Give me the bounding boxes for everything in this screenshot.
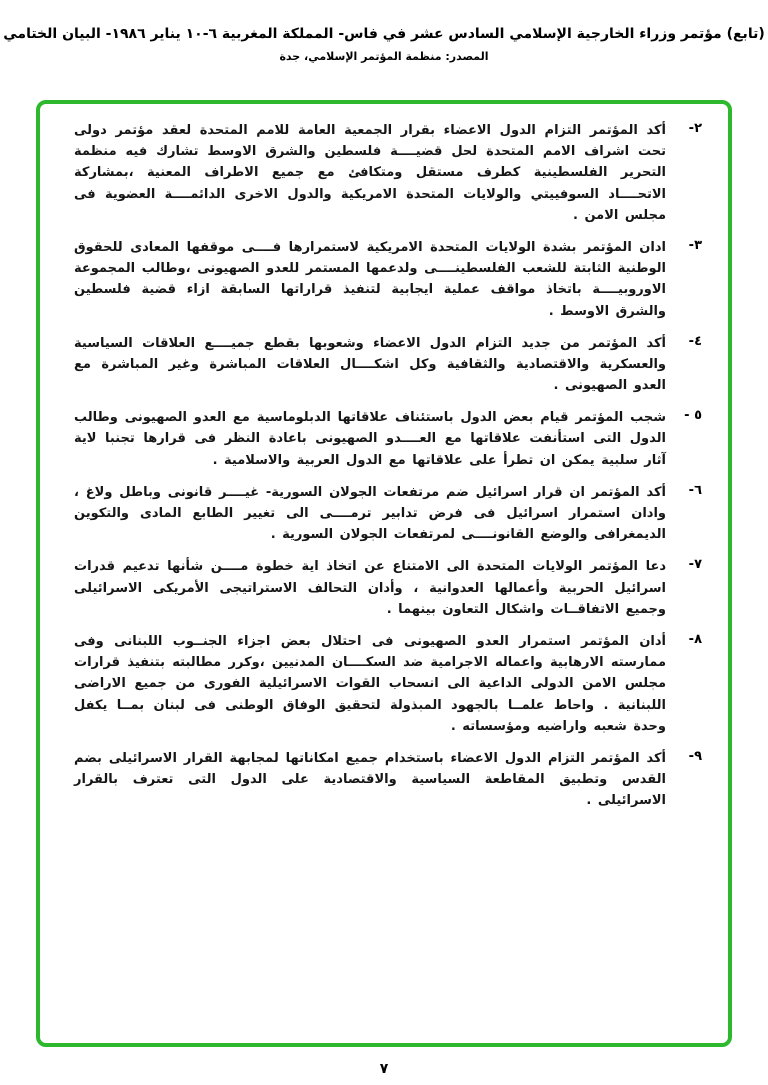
list-item xyxy=(74,482,702,546)
item-number: ٥ - xyxy=(684,408,702,424)
content-frame xyxy=(36,100,732,1047)
item-number: ٩- xyxy=(688,748,702,764)
list-item xyxy=(74,748,702,812)
item-text: أكد المؤتمر ان قرار اسرائيل ضم مرتفعات الجولان السورية- غيــــر قانونى وباطل ولاغ ، وادان استمرار اسرائيل فى فرض تدابير ترمــــى الى تغيير الطابع المادى والتكوين الديمغرافى والوضع القانونــــى لمرتفعات الجولان السورية . xyxy=(74,484,666,543)
item-text: ادان المؤتمر بشدة الولايات المتحدة الامريكية لاستمرارها فــــى موقفها المعادى للحقوق الوطنية الثابتة للشعب الفلسطينــــى ولدعمها المستمر للعدو الصهيونى ،وطالب المجموعة الاوروبيــــة باتخاذ مواقف عملية ايجابية لتنفيذ قراراتها السابقة ازاء قضية فلسطين والشرق الاوسط . xyxy=(74,239,666,319)
document-source: المصدر: منظمة المؤتمر الإسلامي، جدة xyxy=(279,50,489,63)
item-text: أكد المؤتمر من جديد التزام الدول الاعضاء وشعوبها بقطع جميــــع العلاقات السياسية والعسكرية والاقتصادية والثقافية وكل اشكــــال العلاقات المباشرة وغير المباشرة مع العدو الصهيونى . xyxy=(74,335,666,394)
list-item xyxy=(74,407,702,471)
item-text: أدان المؤتمر استمرار العدو الصهيونى فى احتلال بعض اجزاء الجنــوب اللبنانى وفى ممارسته الارهابية واعماله الاجرامية ضد السكــــان المدنيين ،وكرر مطالبته بتنفيذ قرارات مجلس الامن الدولى الداعية الى انسحاب القوات الاسرائيلية الفورى من جميع الاراضى اللبنانية . واحاط علمــا بالجهود المبذولة لتحقيق الوفاق الوطنى فى لبنان بمــا يكفل وحدة شعبه واراضيه ومؤسساته . xyxy=(74,633,666,734)
list-item xyxy=(74,556,702,620)
item-text: أكد المؤتمر التزام الدول الاعضاء بقرار الجمعية العامة للامم المتحدة لعقد مؤتمر دولى تحت اشراف الامم المتحدة لحل قضيــــة فلسطين والشرق الاوسط تشارك فيه منظمة التحرير الفلسطينية كطرف مستقل ومتكافئ مع جميع الاطراف المعنية ،بمشاركة الاتحــــاد السوفييتي والولايات المتحدة الامريكية والدول الاخرى الدائمــــة العضوية فى مجلس الامن . xyxy=(74,123,666,223)
page-number: ٧ xyxy=(379,1061,389,1077)
list-item xyxy=(74,237,702,322)
item-number: ٦- xyxy=(688,482,702,498)
item-number: ٨- xyxy=(688,631,702,647)
item-text: أكد المؤتمر التزام الدول الاعضاء باستخدام جميع امكاناتها لمجابهة القرار الاسرائيلى بضم القدس وتطبيق المقاطعة السياسية والاقتصادية على الدول التى تعترف بالقرار الاسرائيلى . xyxy=(74,750,666,809)
item-text: دعا المؤتمر الولايات المتحدة الى الامتناع عن اتخاذ اية خطوة مــــن شأنها تدعيم قدرات اسرائيل الحربية وأعمالها العدوانية ، وأدان التحالف الاستراتيجى الأمريكى الاسرائيلى وجميع الاتفاقــات واشكال التعاون بينهما . xyxy=(74,559,666,617)
item-number: ٤- xyxy=(688,333,702,349)
list-item xyxy=(74,333,702,397)
document-title: (تابع) مؤتمر وزراء الخارجية الإسلامي السادس عشر في فاس- المملكة المغربية ٦-١٠ يناير ١٩٨٦- البيان الختامي xyxy=(3,26,765,42)
list-item xyxy=(74,120,702,226)
item-number: ٣- xyxy=(688,237,702,253)
item-text: شجب المؤتمر قيام بعض الدول باستئناف علاقاتها الدبلوماسية مع العدو الصهيونى وطالب الدول التى استأنفت علاقاتها مع العــــدو الصهيونى باعادة النظر فى قرارها تجنبا لاية آثار سلبية يمكن ان تطرأ على علاقاتها مع الدول العربية والاسلامية . xyxy=(74,410,666,468)
list-item xyxy=(74,631,702,737)
document-header xyxy=(0,26,768,63)
item-number: ٢- xyxy=(688,121,702,136)
item-number: ٧- xyxy=(688,557,702,573)
